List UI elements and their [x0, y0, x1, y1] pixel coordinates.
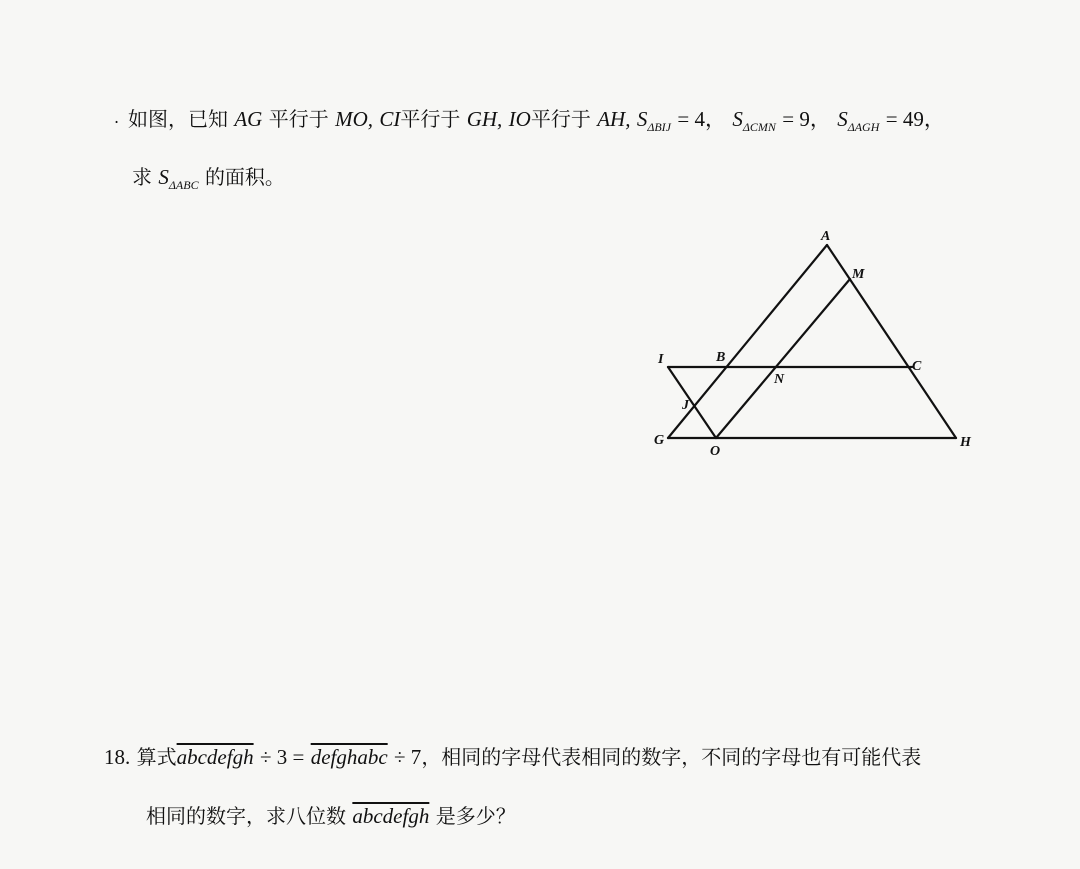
q17-text: 求	[132, 165, 152, 189]
point-label-c: C	[912, 359, 922, 374]
q17-text: 平行于	[400, 107, 461, 131]
area-s3-value: = 49，	[885, 107, 945, 131]
point-label-o: O	[710, 444, 721, 459]
q18-operator-1: ÷ 3 =	[259, 745, 305, 769]
q17-text: 的面积。	[204, 165, 285, 189]
point-label-a: A	[821, 229, 831, 244]
q18-text: 相同的数字，求八位数	[146, 804, 346, 828]
area-s1-value: = 4，	[677, 107, 726, 131]
q18-text: 是多少？	[435, 804, 516, 828]
math-ag: AG	[234, 107, 263, 131]
area-s2-sub: ΔCMN	[742, 120, 776, 134]
math-ah: AH,	[597, 107, 631, 131]
math-mo: MO,	[335, 107, 373, 131]
math-ci: CI	[379, 107, 401, 131]
q18-text: 算式	[136, 745, 177, 769]
point-label-b: B	[716, 350, 726, 365]
q18-operator-2: ÷ 7	[394, 745, 422, 769]
area-s2-value: = 9，	[782, 107, 831, 131]
q18-number: 18.	[104, 745, 131, 769]
point-label-h: H	[960, 435, 971, 450]
point-label-i: I	[658, 352, 664, 367]
overlined-number-3: abcdefgh	[352, 804, 430, 828]
point-label-m: M	[852, 267, 865, 282]
q17-text: 平行于	[268, 107, 329, 131]
point-label-n: N	[774, 372, 785, 387]
q17-text: 如图，已知	[128, 107, 228, 131]
area-s-sub: ΔABC	[168, 178, 199, 192]
area-s3-sub: ΔAGH	[847, 120, 880, 134]
point-label-g: G	[654, 433, 665, 448]
overlined-number-1: abcdefgh	[176, 745, 254, 769]
area-s1: S	[636, 107, 648, 131]
q18-text: ，相同的字母代表相同的数字，不同的字母也有可能代表	[421, 745, 922, 769]
segment-mo	[716, 279, 850, 438]
q17-text: 平行于	[530, 107, 591, 131]
area-s2: S	[732, 107, 743, 131]
area-s3: S	[837, 107, 848, 131]
math-gh: GH,	[466, 107, 503, 131]
area-s1-sub: ΔBIJ	[647, 120, 672, 134]
q18-line2	[146, 802, 516, 830]
segment-ag	[668, 245, 827, 438]
q18-line1	[104, 743, 921, 771]
overlined-number-2: defghabc	[310, 745, 388, 769]
segment-io	[668, 367, 716, 438]
segment-ah	[827, 245, 956, 438]
area-s: S	[158, 165, 169, 189]
point-label-j: J	[682, 398, 689, 413]
stray-mark: .	[114, 108, 120, 127]
math-io: IO	[508, 107, 531, 131]
